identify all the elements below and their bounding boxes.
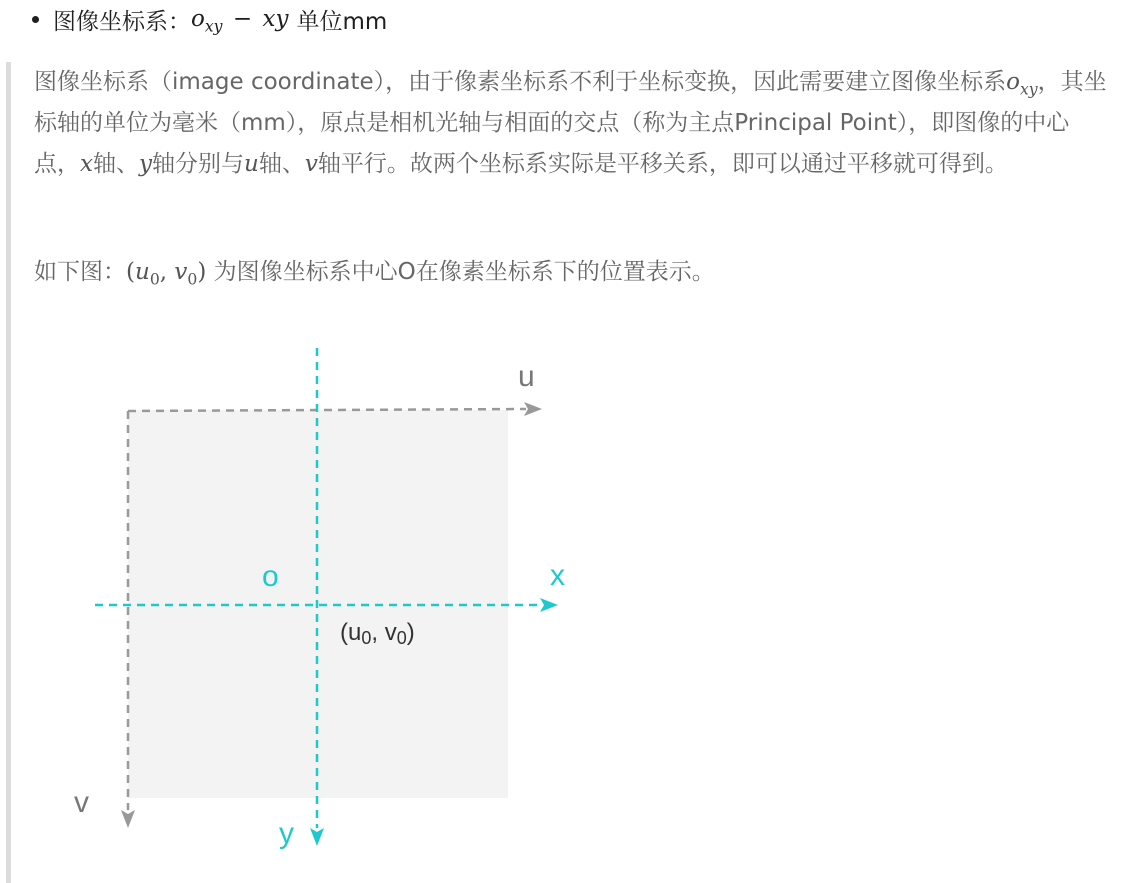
p2-math-u-sub: 0 bbox=[149, 269, 160, 289]
p2-math-u0v0 bbox=[126, 259, 207, 289]
label-center-sub1: 0 bbox=[396, 628, 407, 648]
p1-math-o-sub: xy bbox=[1019, 79, 1038, 99]
p1-text1: 图像坐标系（image coordinate），由于像素坐标系不利于坐标变换，因此需要建立图像坐标系 bbox=[34, 69, 1007, 95]
label-center-mid: , v bbox=[371, 619, 397, 646]
p1-text2: ，其坐标轴的单位为毫米（mm），原点是相机光轴与相面的交点（称为主点Principal Point），即图像的中心点， bbox=[34, 69, 1107, 177]
label-center-open: (u bbox=[340, 619, 362, 646]
p1-text5: 轴、 bbox=[258, 151, 305, 177]
heading-formula bbox=[191, 6, 289, 36]
label-u: u bbox=[518, 360, 535, 393]
label-center-end: ) bbox=[406, 619, 415, 646]
v-axis-arrow-icon bbox=[121, 810, 135, 828]
heading-math-xy: xy bbox=[262, 6, 289, 32]
p2-math-close: ) bbox=[197, 259, 207, 285]
y-axis-arrow-icon bbox=[310, 828, 324, 846]
label-center-sub0: 0 bbox=[361, 628, 372, 648]
p1-text4: 轴分别与 bbox=[151, 151, 244, 177]
heading-math-op: − bbox=[232, 6, 253, 32]
p2-math-u: u bbox=[134, 259, 150, 285]
p1-math-o: o bbox=[1006, 69, 1020, 95]
p1-math-x: x bbox=[80, 151, 93, 177]
p2-math-v: v bbox=[174, 259, 188, 285]
p2-math-v-sub: 0 bbox=[187, 269, 198, 289]
label-o: o bbox=[262, 560, 279, 593]
p2-math-comma: , bbox=[159, 259, 175, 285]
label-y: y bbox=[279, 817, 294, 850]
p1-text6: 轴平行。故两个坐标系实际是平移关系，即可以通过平移就可得到。 bbox=[317, 151, 1008, 177]
bullet-dot-icon bbox=[32, 16, 39, 23]
paragraph-image-coordinate bbox=[34, 62, 1114, 185]
p1-math-y: y bbox=[138, 151, 152, 177]
x-axis-arrow-icon bbox=[540, 598, 558, 612]
u-axis-arrow-icon bbox=[524, 402, 542, 416]
coordinate-diagram bbox=[0, 340, 620, 860]
heading-prefix: 图像坐标系： bbox=[53, 8, 191, 35]
heading-math-o-sub: xy bbox=[204, 16, 223, 36]
p2-text2: 为图像坐标系中心O在像素坐标系下的位置表示。 bbox=[206, 259, 715, 285]
p1-math-v: v bbox=[304, 151, 318, 177]
p1-math-oxy bbox=[1006, 69, 1038, 99]
paragraph-figure-intro bbox=[34, 252, 1094, 293]
p1-text3: 轴、 bbox=[92, 151, 139, 177]
heading-math-o: o bbox=[191, 6, 205, 32]
heading-unit: 单位mm bbox=[296, 8, 388, 35]
label-v: v bbox=[74, 786, 89, 819]
heading-bullet-item bbox=[28, 2, 387, 36]
p2-text1: 如下图： bbox=[34, 259, 126, 285]
p2-math-open: ( bbox=[126, 259, 135, 285]
p1-math-u: u bbox=[243, 151, 259, 177]
label-x: x bbox=[550, 559, 565, 592]
